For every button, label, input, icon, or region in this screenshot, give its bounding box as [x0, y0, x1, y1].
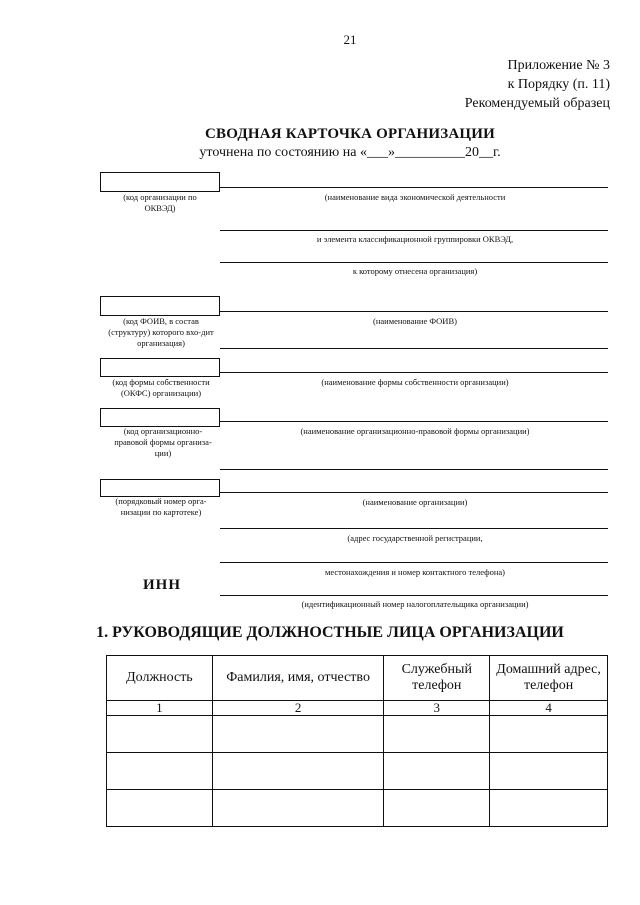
column-number: 4 — [490, 701, 608, 716]
okved-code-box[interactable] — [100, 172, 220, 192]
okfs-code-caption: (код формы собственности (ОКФС) организации) — [112, 377, 210, 398]
opf-code-box[interactable] — [100, 408, 220, 427]
appendix-header — [465, 56, 610, 113]
appendix-reference: к Порядку (п. 11) — [507, 77, 610, 92]
org-name-line[interactable] — [220, 492, 608, 493]
okved-code-caption: (код организации по ОКВЭД) — [123, 192, 197, 213]
okfs-code-box[interactable] — [100, 358, 220, 377]
okfs-name-caption: (наименование формы собственности организации) — [321, 377, 509, 387]
table-row — [107, 716, 608, 753]
table-cell[interactable] — [490, 790, 608, 827]
table-cell[interactable] — [107, 716, 213, 753]
opf-name-line[interactable] — [220, 421, 608, 422]
table-header-row — [107, 656, 608, 701]
column-header-office-phone: Служебный телефон — [384, 656, 490, 701]
table-cell[interactable] — [490, 753, 608, 790]
okved-assigned-line[interactable] — [220, 262, 608, 263]
appendix-label: Приложение № 3 — [507, 58, 610, 73]
column-header-full-name: Фамилия, имя, отчество — [212, 656, 384, 701]
foiv-code-caption: (код ФОИВ, в состав (структуру) которого вхо-дит организация) — [108, 316, 214, 348]
inn-line[interactable] — [220, 595, 608, 596]
org-number-box[interactable] — [100, 479, 220, 497]
table-cell[interactable] — [107, 790, 213, 827]
table-cell[interactable] — [384, 716, 490, 753]
org-location-line[interactable] — [220, 562, 608, 563]
org-address-line[interactable] — [220, 528, 608, 529]
table-cell[interactable] — [490, 716, 608, 753]
table-row — [107, 753, 608, 790]
foiv-code-box[interactable] — [100, 296, 220, 316]
opf-name-caption: (наименование организационно-правовой формы организации) — [300, 426, 530, 436]
okved-name-caption: (наименование вида экономической деятельности — [324, 192, 506, 202]
column-header-home-address: Домашний адрес, телефон — [490, 656, 608, 701]
page-number: 21 — [343, 32, 357, 47]
table-cell[interactable] — [384, 753, 490, 790]
form-subtitle: уточнена по состоянию на «___»__________20__г. — [199, 145, 501, 160]
okved-name-line[interactable] — [220, 187, 608, 188]
column-header-position: Должность — [107, 656, 213, 701]
appendix-sample-label: Рекомендуемый образец — [464, 96, 610, 111]
table-cell[interactable] — [107, 753, 213, 790]
inn-caption: (идентификационный номер налогоплательщика организации) — [301, 599, 529, 609]
org-number-caption: (порядковый номер орга-низации по картотеке) — [115, 496, 207, 517]
column-number: 3 — [384, 701, 490, 716]
okved-assigned-caption: к которому отнесена организация) — [352, 266, 478, 276]
column-number-row — [107, 701, 608, 716]
section-title: 1. РУКОВОДЯЩИЕ ДОЛЖНОСТНЫЕ ЛИЦА ОРГАНИЗАЦИИ — [96, 624, 564, 641]
table-row — [107, 790, 608, 827]
table-cell[interactable] — [212, 790, 384, 827]
form-title: СВОДНАЯ КАРТОЧКА ОРГАНИЗАЦИИ — [204, 126, 496, 142]
opf-code-caption: (код организационно-правовой формы организа-ции) — [114, 426, 212, 458]
table-cell[interactable] — [384, 790, 490, 827]
table-cell[interactable] — [212, 716, 384, 753]
org-location-caption: местонахождения и номер контактного телефона) — [325, 567, 505, 577]
foiv-name-caption: (наименование ФОИВ) — [373, 316, 457, 326]
okfs-name-line[interactable] — [220, 372, 608, 373]
opf-extra-line[interactable] — [220, 469, 608, 470]
table-cell[interactable] — [212, 753, 384, 790]
foiv-name-line[interactable] — [220, 311, 608, 312]
org-address-caption: (адрес государственной регистрации, — [347, 533, 483, 543]
officials-table — [106, 655, 608, 827]
column-number: 1 — [107, 701, 213, 716]
org-name-caption: (наименование организации) — [362, 497, 468, 507]
column-number: 2 — [212, 701, 384, 716]
inn-label: ИНН — [143, 577, 182, 593]
okved-group-line[interactable] — [220, 230, 608, 231]
foiv-extra-line[interactable] — [220, 348, 608, 349]
okved-group-caption: и элемента классификационной группировки ОКВЭД, — [316, 234, 514, 244]
